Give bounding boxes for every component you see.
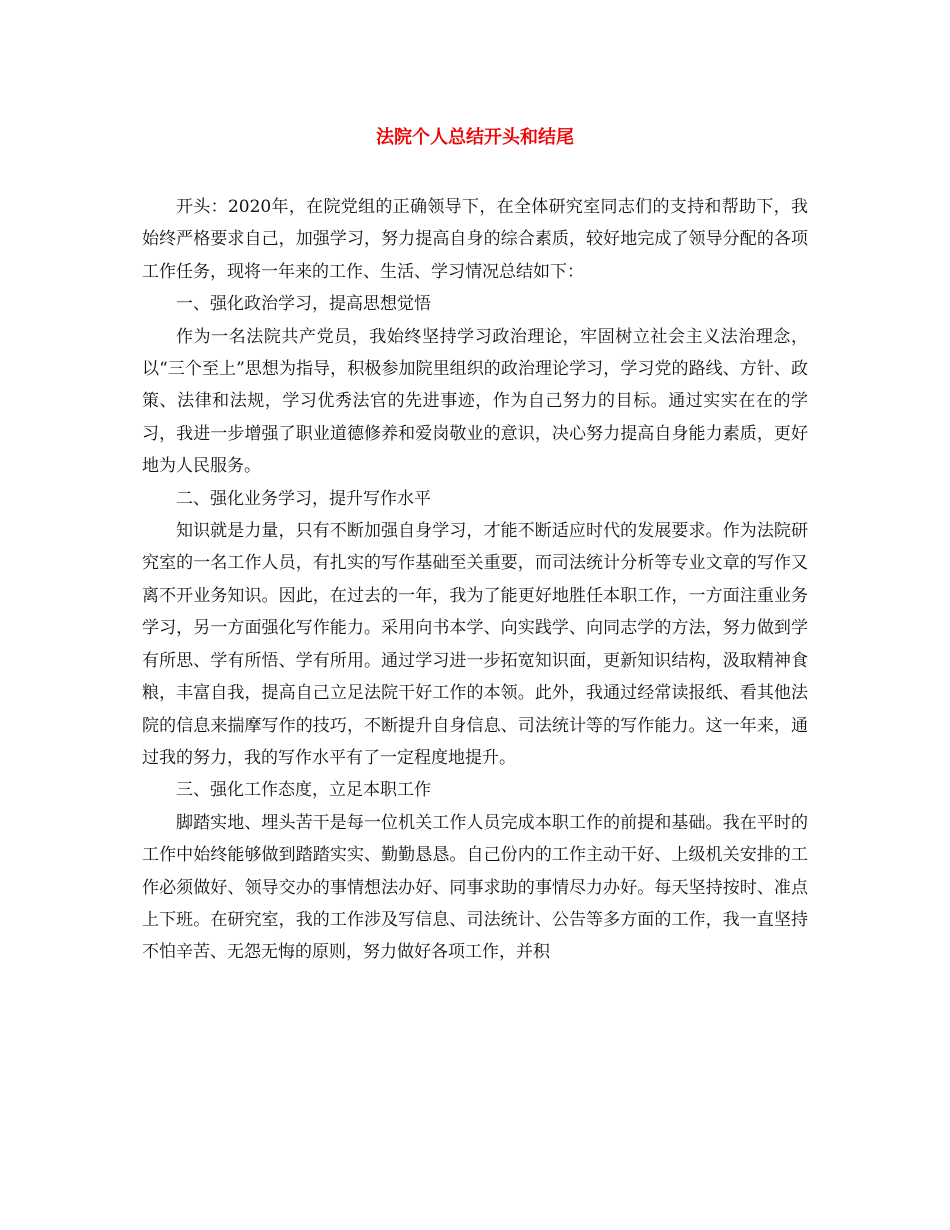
paragraph-political-study: 作为一名法院共产党员，我始终坚持学习政治理论，牢固树立社会主义法治理念，以“三个至上”思想为指导，积极参加院里组织的政治理论学习，学习党的路线、方针、政策、法律和法规，学习优秀法官的先进事迹，作为自己努力的目标。通过实实在在的学习，我进一步增强了职业道德修养和爱岗敬业的意识，决心努力提高自身能力素质，更好地为人民服务。 [142,326,808,477]
section-heading-3: 三、强化工作态度，立足本职工作 [176,780,431,801]
section-heading-2: 二、强化业务学习，提升写作水平 [176,488,431,509]
document-title: 法院个人总结开头和结尾 [376,127,574,148]
document-body [142,191,808,969]
paragraph-work-attitude: 脚踏实地、埋头苦干是每一位机关工作人员完成本职工作的前提和基础。我在平时的工作中始终能够做到踏踏实实、勤勤恳恳。自己份内的工作主动干好、上级机关安排的工作必须做好、领导交办的事情想法办好、同事求助的事情尽力办好。每天坚持按时、准点上下班。在研究室，我的工作涉及写信息、司法统计、公告等多方面的工作，我一直坚持不怕辛苦、无怨无悔的原则，努力做好各项工作，并积 [142,812,808,963]
paragraph-business-study: 知识就是力量，只有不断加强自身学习，才能不断适应时代的发展要求。作为法院研究室的一名工作人员，有扎实的写作基础至关重要，而司法统计分析等专业文章的写作又离不开业务知识。因此，在过去的一年，我为了能更好地胜任本职工作，一方面注重业务学习，另一方面强化写作能力。采用向书本学、向实践学、向同志学的方法，努力做到学有所思、学有所悟、学有所用。通过学习进一步拓宽知识面，更新知识结构，汲取精神食粮，丰富自我，提高自己立足法院干好工作的本领。此外，我通过经常读报纸、看其他法院的信息来揣摩写作的技巧，不断提升自身信息、司法统计等的写作能力。这一年来，通过我的努力，我的写作水平有了一定程度地提升。 [142,521,808,768]
paragraph-intro: 开头：2020年，在院党组的正确领导下，在全体研究室同志们的支持和帮助下，我始终严格要求自己，加强学习，努力提高自身的综合素质，较好地完成了领导分配的各项工作任务，现将一年来的工作、生活、学习情况总结如下： [142,197,808,282]
section-heading-1: 一、强化政治学习，提高思想觉悟 [176,294,431,315]
